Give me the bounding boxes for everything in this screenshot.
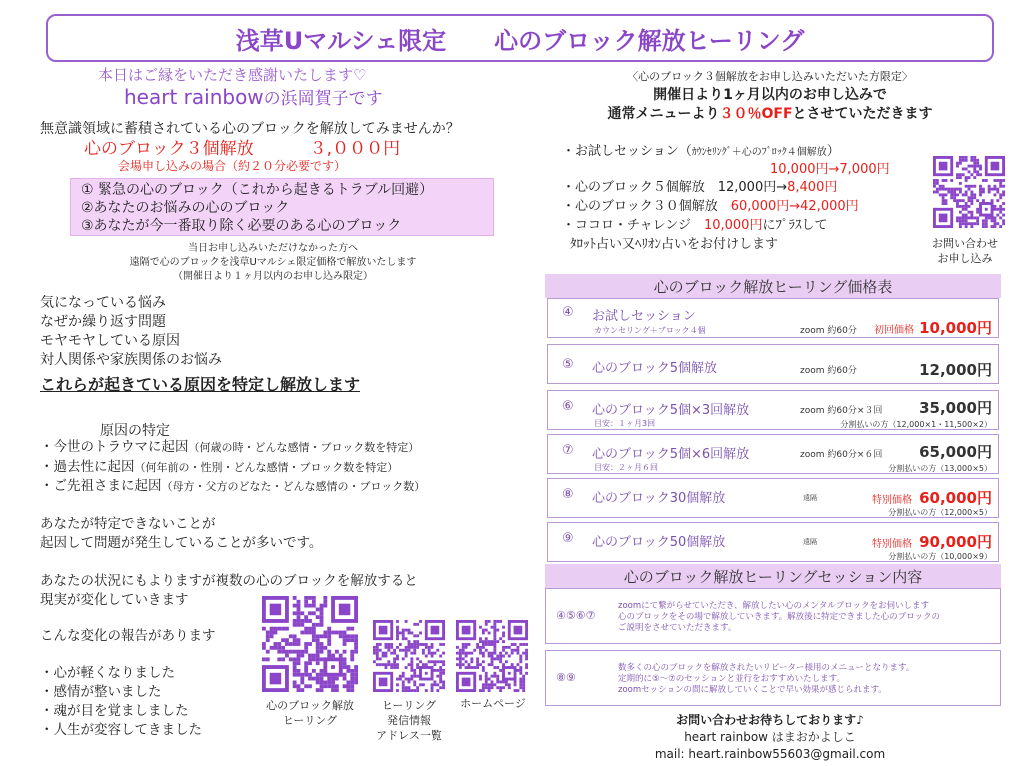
concern-item: 対人関係や家族関係のお悩み <box>40 352 222 368</box>
offer-line-1: 開催日より1ヶ月以内のお申し込みで <box>653 87 887 103</box>
session-content-row: ⑧⑨ 数多くの心のブロックを解放されたいリピーター様用のメニューとなります。 定期的に⑤～⑦のセッションと並行をおすすめいたします。 zoomセッションの間に解放していくことで早い効果が感じられます。 <box>545 650 1001 706</box>
price-row: ⑦ 心のブロック5個×6回解放 目安：２ヶ月６回 zoom 約60分×６回 65,000円 分割払いの方（13,000×5） <box>547 434 999 474</box>
remote-note-1: 当日お申し込みいただけなかった方へ <box>188 243 358 254</box>
price-row: ⑧ 心のブロック30個解放 遠隔 特別価格 60,000円 分割払いの方（12,000×5） <box>547 478 999 518</box>
menu-trial: ・お試しセッション（ｶｳﾝｾﾘﾝｸﾞ＋心のﾌﾞﾛｯｸ４個解放） <box>562 144 840 159</box>
thanks-text: 本日はご縁をいただき感謝いたします♡ <box>98 66 367 84</box>
block-type-item: ②あなたのお悩みの心のブロック <box>81 200 290 216</box>
qr-caption-healing: 心のブロック解放 ヒーリング <box>266 699 354 727</box>
block-types-box <box>70 178 494 236</box>
remote-note-2: 遠隔で心のブロックを浅草Uマルシェ限定価格で解放いたします <box>129 257 417 268</box>
concern-item: なぜか繰り返す問題 <box>40 314 166 330</box>
paragraph-2: あなたの状況にもよりますが複数の心のブロックを解放すると 現実が変化していきます <box>40 573 418 608</box>
block-type-item: ① 緊急の心のブロック（これから起きるトラブル回避） <box>81 182 434 198</box>
remote-note-3: （開催日より１ヶ月以内のお申し込み限定） <box>173 271 373 282</box>
price-row: ④ お試しセッション カウンセリング＋ブロック４個 zoom 約60分 初回価格 10,000円 <box>547 298 999 338</box>
qr-code-icon[interactable] <box>933 156 1005 228</box>
title-right: 心のブロック解放ヒーリング <box>494 26 805 55</box>
result-item: ・感情が整いました <box>40 684 162 700</box>
menu-trial-price: 10,000円→7,000円 <box>770 162 890 177</box>
lead-text: 無意識領域に蓄積されている心のブロックを解放してみませんか？ <box>40 121 460 137</box>
footer-mail[interactable]: mail: heart.rainbow55603@gmail.com <box>654 747 886 761</box>
footer-thanks: お問い合わせお待ちしております♪ <box>676 713 864 727</box>
offer-head: 〈心のブロック３個解放をお申し込みいただいた方限定〉 <box>627 70 913 83</box>
menu-thirty: ・心のブロック３０個解放 60,000円→42,000円 <box>562 199 859 214</box>
spec-list <box>40 438 425 497</box>
qr-caption-info: ヒーリング 発信情報 アドレス一覧 <box>376 699 442 742</box>
title-left: 浅草Uマルシェ限定 <box>235 26 447 55</box>
price-row: ⑤ 心のブロック5個解放 zoom 約60分 12,000円 <box>547 344 999 384</box>
brand-suffix: の浜岡賀子です <box>263 89 383 109</box>
qr-caption-contact: お問い合わせ お申し込み <box>932 237 998 265</box>
menu-five: ・心のブロック５個解放 12,000円→8,400円 <box>562 180 838 195</box>
footer-name: heart rainbow はまおかよしこ <box>684 730 856 744</box>
concern-item: 気になっている悩み <box>40 295 166 311</box>
brand-line <box>124 84 383 109</box>
menu-challenge: ・ココロ・チャレンジ 10,000円にﾌﾟﾗｽして <box>562 218 828 233</box>
spec-item: ・過去性に起因（何年前の・性別・どんな感情・ブロック数を特定） <box>40 458 399 475</box>
result-item: ・心が軽くなりました <box>40 665 175 681</box>
price-note: 会場申し込みの場合（約２０分必要です） <box>118 159 347 173</box>
spec-item: ・今世のトラウマに起因（何歳の時・どんな感情・ブロック数を特定） <box>40 439 420 455</box>
menu-challenge-line2: ﾀﾛｯﾄ占い又ﾍﾘｵﾝ占いをお付けします <box>570 237 779 252</box>
paragraph-1: あなたが特定できないことが 起因して問題が発生していることが多いです。 <box>40 516 323 551</box>
qr-code-icon[interactable] <box>373 620 445 692</box>
price-row: ⑨ 心のブロック50個解放 遠隔 特別価格 90,000円 分割払いの方（10,000×9） <box>547 522 999 562</box>
main-price-label: 心のブロック３個解放 <box>84 139 254 159</box>
price-row: ⑥ 心のブロック5個×3回解放 目安：１ヶ月3回 zoom 約60分×３回 35,000円 分割払いの方（12,000×1・11,500×2） <box>547 390 999 430</box>
spec-title: 原因の特定 <box>100 423 170 439</box>
price-table-title: 心のブロック解放ヒーリング価格表 <box>545 274 1001 298</box>
main-price-value: ３,０００円 <box>309 139 401 159</box>
paragraph-3: こんな変化の報告があります <box>40 628 216 644</box>
spec-item: ・ご先祖さまに起因（母方・父方のどなた・どんな感情の・ブロック数） <box>40 478 426 494</box>
main-price <box>84 134 400 159</box>
session-content-title: 心のブロック解放ヒーリングセッション内容 <box>545 564 1001 588</box>
result-item: ・人生が変容してきました <box>40 722 202 738</box>
session-content-row: ④⑤⑥⑦ zoomにて繋がらせていただき、解放したい心のメンタルブロックをお伺いします 心のブロックをその場で解放していきます。解放後に特定できました心のブロックの ご説明をさせていただきます。 <box>545 588 1001 644</box>
qr-code-icon[interactable] <box>456 620 528 692</box>
qr-code-icon[interactable] <box>262 596 358 692</box>
concern-item: モヤモヤしている原因 <box>40 333 180 349</box>
result-item: ・魂が目を覚ましました <box>40 703 189 719</box>
brand-name: heart rainbow <box>124 85 264 109</box>
qr-caption-home: ホームページ <box>460 697 526 710</box>
results-list <box>40 664 202 740</box>
block-type-item: ③あなたが今一番取り除く必要のある心のブロック <box>81 218 402 234</box>
title-box <box>46 14 994 62</box>
cause-headline: これらが起きている原因を特定し解放します <box>40 375 361 394</box>
concerns-list <box>40 294 222 370</box>
offer-line-2: 通常メニューより３０％OFFとさせていただきます <box>607 106 933 122</box>
